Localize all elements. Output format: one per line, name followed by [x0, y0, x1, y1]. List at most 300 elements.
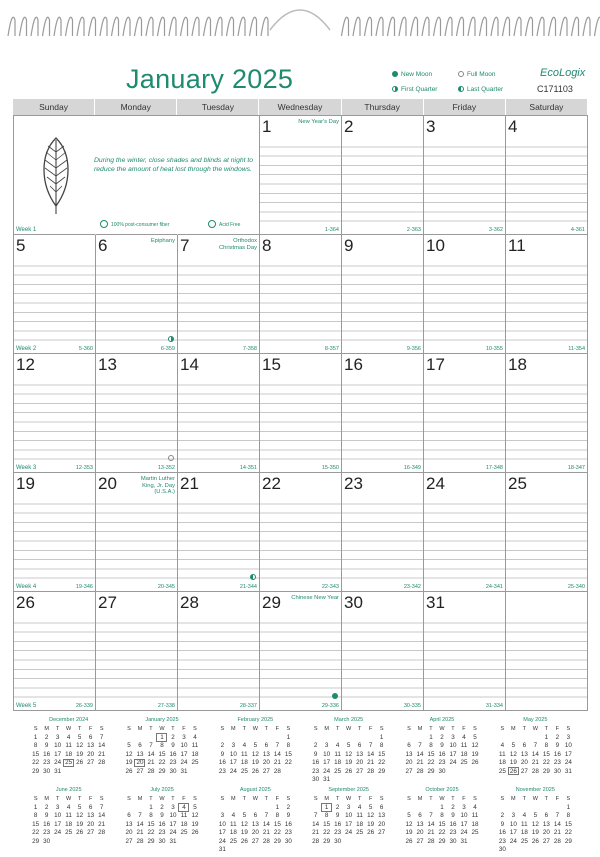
mini-day: 24 — [343, 829, 354, 837]
mini-day: 27 — [414, 837, 425, 845]
legend-full-moon: Full Moon — [458, 71, 496, 78]
mini-day: 5 — [189, 803, 200, 811]
mini-calendar — [115, 717, 208, 787]
mini-weekday-letter: S — [30, 795, 41, 803]
mini-day: 7 — [365, 742, 376, 750]
mini-weekday-letter: M — [41, 725, 52, 733]
day-cell-23[interactable] — [342, 473, 424, 592]
mini-day: 29 — [376, 767, 387, 775]
mini-day: 6 — [134, 742, 145, 750]
mini-day: 9 — [332, 812, 343, 820]
spiral-coil — [112, 17, 119, 36]
mini-day: 1 — [283, 733, 294, 741]
weekday-sunday: Sunday — [13, 99, 95, 115]
mini-day: 24 — [52, 829, 63, 837]
mini-empty — [310, 733, 321, 741]
holiday-label: New Year's Day — [298, 119, 339, 126]
mini-day: 13 — [414, 820, 425, 828]
day-cell-27[interactable] — [96, 592, 178, 711]
mini-weekday-letter: T — [541, 725, 552, 733]
mini-day: 21 — [145, 759, 156, 767]
day-number: 1 — [262, 117, 271, 137]
mini-day: 28 — [425, 837, 436, 845]
day-number: 23 — [344, 474, 363, 494]
day-of-year-count: 24-341 — [486, 584, 503, 590]
day-cell-21[interactable] — [178, 473, 260, 592]
mini-day: 18 — [469, 820, 480, 828]
mini-day: 10 — [458, 812, 469, 820]
day-cell-1[interactable] — [260, 116, 342, 235]
mini-empty — [123, 733, 134, 741]
writing-lines — [96, 614, 177, 700]
mini-day: 28 — [96, 829, 107, 837]
mini-day: 6 — [250, 812, 261, 820]
day-number: 11 — [508, 236, 526, 256]
mini-day: 3 — [458, 803, 469, 811]
mini-calendar-title: May 2025 — [489, 717, 582, 723]
mini-day: 21 — [96, 820, 107, 828]
weekday-saturday: Saturday — [506, 99, 588, 115]
mini-weekday-letter: M — [508, 795, 519, 803]
mini-day: 23 — [41, 829, 52, 837]
page-title: January 2025 — [126, 64, 293, 95]
mini-day: 2 — [167, 733, 178, 741]
mini-day: 25 — [63, 759, 74, 767]
day-cell-22[interactable] — [260, 473, 342, 592]
day-number: 26 — [16, 593, 35, 613]
mini-day: 18 — [332, 759, 343, 767]
spiral-coil — [445, 17, 452, 36]
mini-weekday-letter: W — [436, 795, 447, 803]
mini-weekday-letter: T — [167, 725, 178, 733]
spiral-coil — [261, 17, 268, 36]
mini-day: 2 — [310, 742, 321, 750]
mini-day: 4 — [469, 803, 480, 811]
mini-empty — [228, 845, 239, 853]
mini-day: 26 — [189, 829, 200, 837]
day-cell-3[interactable] — [424, 116, 506, 235]
day-number: 20 — [98, 474, 117, 494]
mini-day: 5 — [74, 733, 85, 741]
mini-day: 16 — [156, 820, 167, 828]
mini-day: 18 — [497, 759, 508, 767]
mini-day: 29 — [541, 767, 552, 775]
mini-day: 13 — [354, 750, 365, 758]
empty-cell — [506, 592, 588, 711]
day-cell-15[interactable] — [260, 354, 342, 473]
mini-empty — [530, 803, 541, 811]
mini-day: 5 — [365, 803, 376, 811]
holiday-label: Martin Luther King, Jr. Day (U.S.A.) — [127, 476, 175, 496]
legend-last-quarter: Last Quarter — [458, 86, 503, 93]
mini-empty — [332, 733, 343, 741]
day-cell-4[interactable] — [506, 116, 588, 235]
mini-day: 5 — [343, 742, 354, 750]
mini-day: 25 — [497, 767, 508, 775]
mini-day: 3 — [508, 812, 519, 820]
day-cell-29[interactable] — [260, 592, 342, 711]
spiral-coil — [89, 17, 96, 36]
mini-day: 21 — [272, 759, 283, 767]
mini-day: 16 — [283, 820, 294, 828]
mini-weekday-letter: S — [30, 725, 41, 733]
day-cell-24[interactable] — [424, 473, 506, 592]
mini-day: 10 — [52, 812, 63, 820]
weekday-header — [13, 99, 588, 115]
mini-day: 14 — [145, 750, 156, 758]
mini-empty — [508, 803, 519, 811]
mini-empty — [343, 733, 354, 741]
mini-day: 13 — [519, 750, 530, 758]
mini-day: 31 — [167, 837, 178, 845]
mini-day: 25 — [332, 767, 343, 775]
mini-day: 25 — [354, 829, 365, 837]
mini-weekday-letter: S — [283, 795, 294, 803]
mini-empty — [272, 845, 283, 853]
mini-day: 3 — [52, 803, 63, 811]
holiday-label: Chinese New Year — [291, 595, 339, 602]
mini-day: 30 — [167, 767, 178, 775]
mini-day: 20 — [414, 829, 425, 837]
mini-day: 8 — [30, 742, 41, 750]
mini-day: 27 — [134, 767, 145, 775]
mini-empty — [261, 733, 272, 741]
mini-day: 21 — [96, 750, 107, 758]
mini-day: 17 — [458, 820, 469, 828]
mini-day: 22 — [30, 759, 41, 767]
mini-day: 8 — [436, 812, 447, 820]
mini-empty — [376, 837, 387, 845]
mini-day: 16 — [167, 750, 178, 758]
day-of-year-count: 28-337 — [240, 703, 257, 709]
mini-weekday-letter: M — [414, 725, 425, 733]
mini-day: 12 — [508, 750, 519, 758]
day-cell-10[interactable] — [424, 235, 506, 354]
mini-calendar-title: November 2025 — [489, 787, 582, 793]
mini-day: 9 — [156, 812, 167, 820]
mini-day: 28 — [552, 837, 563, 845]
mini-day: 9 — [41, 812, 52, 820]
day-of-year-count: 18-347 — [568, 465, 585, 471]
day-cell-20[interactable] — [96, 473, 178, 592]
mini-day: 31 — [217, 845, 228, 853]
spiral-coil — [491, 17, 498, 36]
mini-weekday-letter: S — [310, 725, 321, 733]
mini-day: 11 — [354, 812, 365, 820]
day-cell-25[interactable] — [506, 473, 588, 592]
mini-empty — [447, 767, 458, 775]
day-cell-26[interactable] — [14, 592, 96, 711]
day-number: 2 — [344, 117, 353, 137]
mini-day: 31 — [178, 767, 189, 775]
mini-day: 11 — [178, 812, 189, 820]
mini-day: 18 — [239, 759, 250, 767]
day-cell-12[interactable] — [14, 354, 96, 473]
mini-day: 19 — [189, 820, 200, 828]
mini-day: 12 — [403, 820, 414, 828]
mini-calendar — [209, 787, 302, 857]
mini-weekday-letter: S — [189, 725, 200, 733]
day-of-year-count: 27-338 — [158, 703, 175, 709]
mini-day: 10 — [178, 742, 189, 750]
day-number: 21 — [180, 474, 199, 494]
mini-day: 23 — [217, 767, 228, 775]
mini-weekday-letter: M — [41, 795, 52, 803]
mini-day: 1 — [30, 803, 41, 811]
writing-lines — [96, 257, 177, 343]
mini-day: 15 — [436, 820, 447, 828]
spiral-coil — [77, 17, 84, 36]
mini-day: 2 — [447, 803, 458, 811]
mini-day: 20 — [85, 750, 96, 758]
spiral-coil — [503, 17, 510, 36]
mini-calendar — [209, 717, 302, 787]
day-cell-30[interactable] — [342, 592, 424, 711]
mini-day: 5 — [530, 812, 541, 820]
mini-day: 15 — [283, 750, 294, 758]
mini-empty — [469, 837, 480, 845]
mini-weekday-letter: M — [508, 725, 519, 733]
writing-lines — [178, 614, 259, 700]
mini-day: 3 — [321, 742, 332, 750]
day-cell-18[interactable] — [506, 354, 588, 473]
new-moon-icon — [392, 71, 398, 77]
day-cell-5[interactable] — [14, 235, 96, 354]
day-number: 29 — [262, 593, 281, 613]
day-of-year-count: 29-336 — [322, 703, 339, 709]
writing-lines — [342, 614, 423, 700]
mini-day: 1 — [563, 803, 574, 811]
day-number: 15 — [262, 355, 281, 375]
mini-day: 18 — [519, 829, 530, 837]
spiral-coil — [342, 17, 349, 36]
mini-day: 11 — [189, 742, 200, 750]
full-moon-icon — [168, 455, 174, 461]
spiral-coil — [135, 17, 142, 36]
mini-calendar — [22, 787, 115, 857]
mini-day: 8 — [425, 742, 436, 750]
week-label: Week 5 — [16, 703, 36, 709]
mini-day: 31 — [321, 775, 332, 783]
day-cell-8[interactable] — [260, 235, 342, 354]
day-of-year-count: 12-353 — [76, 465, 93, 471]
holiday-label: Orthodox Christmas Day — [209, 238, 257, 251]
mini-day: 6 — [376, 803, 387, 811]
mini-day: 9 — [283, 812, 294, 820]
mini-day: 27 — [376, 829, 387, 837]
month-grid — [13, 99, 588, 711]
mini-weekday-letter: M — [321, 795, 332, 803]
day-cell-16[interactable] — [342, 354, 424, 473]
mini-weekday-letter: W — [343, 725, 354, 733]
mini-day: 27 — [250, 837, 261, 845]
mini-day: 21 — [425, 829, 436, 837]
mini-day: 4 — [354, 803, 365, 811]
spiral-coil — [560, 17, 567, 36]
writing-lines — [506, 376, 587, 462]
mini-day: 22 — [30, 829, 41, 837]
mini-day: 28 — [261, 837, 272, 845]
mini-weekday-letter: T — [519, 795, 530, 803]
day-of-year-count: 3-362 — [489, 227, 503, 233]
day-of-year-count: 2-363 — [407, 227, 421, 233]
day-cells — [13, 115, 588, 711]
mini-day: 2 — [217, 742, 228, 750]
mini-empty — [519, 845, 530, 853]
mini-day: 29 — [30, 837, 41, 845]
mini-day: 29 — [436, 837, 447, 845]
mini-day: 29 — [30, 767, 41, 775]
mini-empty — [552, 845, 563, 853]
day-of-year-count: 30-335 — [404, 703, 421, 709]
mini-day: 13 — [261, 750, 272, 758]
mini-calendar-title: July 2025 — [115, 787, 208, 793]
mini-day: 30 — [41, 837, 52, 845]
mini-empty — [530, 733, 541, 741]
mini-day: 1 — [30, 733, 41, 741]
day-of-year-count: 14-351 — [240, 465, 257, 471]
mini-weekday-letter: T — [239, 725, 250, 733]
writing-lines — [506, 495, 587, 581]
mini-empty — [63, 837, 74, 845]
writing-lines — [96, 495, 177, 581]
mini-day: 20 — [134, 759, 145, 767]
mini-weekday-letter: T — [519, 725, 530, 733]
mini-weekday-letter: W — [156, 795, 167, 803]
day-cell-14[interactable] — [178, 354, 260, 473]
writing-lines — [424, 614, 505, 700]
spiral-coil — [227, 17, 234, 36]
writing-lines — [260, 495, 341, 581]
day-number: 28 — [180, 593, 199, 613]
mini-day: 3 — [167, 803, 178, 811]
mini-day: 29 — [145, 837, 156, 845]
mini-weekday-letter: T — [167, 795, 178, 803]
mini-weekday-letter: W — [530, 725, 541, 733]
mini-day: 18 — [354, 820, 365, 828]
day-number: 5 — [16, 236, 25, 256]
mini-weekday-letter: S — [96, 795, 107, 803]
mini-empty — [145, 733, 156, 741]
writing-lines — [424, 138, 505, 224]
mini-day: 14 — [261, 820, 272, 828]
mini-day: 19 — [530, 829, 541, 837]
mini-day: 2 — [41, 803, 52, 811]
mini-day: 4 — [63, 803, 74, 811]
day-of-year-count: 13-352 — [158, 465, 175, 471]
mini-empty — [403, 733, 414, 741]
day-cell-28[interactable] — [178, 592, 260, 711]
mini-day: 23 — [447, 829, 458, 837]
mini-day: 17 — [563, 750, 574, 758]
mini-day: 30 — [447, 837, 458, 845]
mini-day: 15 — [272, 820, 283, 828]
spiral-coil — [388, 17, 395, 36]
mini-weekday-letter: M — [134, 725, 145, 733]
day-of-year-count: 11-354 — [568, 346, 585, 352]
mini-weekday-letter: S — [403, 795, 414, 803]
mini-day: 21 — [414, 759, 425, 767]
spiral-coil — [66, 17, 73, 36]
mini-empty — [310, 803, 321, 811]
first-quarter-icon — [392, 86, 398, 92]
day-number: 19 — [16, 474, 35, 494]
mini-day: 5 — [508, 742, 519, 750]
day-cell-9[interactable] — [342, 235, 424, 354]
day-cell-13[interactable] — [96, 354, 178, 473]
mini-weekday-letter: F — [552, 795, 563, 803]
day-cell-6[interactable] — [96, 235, 178, 354]
mini-day: 15 — [425, 750, 436, 758]
mini-day: 7 — [530, 742, 541, 750]
writing-lines — [342, 257, 423, 343]
mini-day: 7 — [96, 733, 107, 741]
day-cell-17[interactable] — [424, 354, 506, 473]
mini-calendar — [22, 717, 115, 787]
mini-day: 13 — [541, 820, 552, 828]
writing-lines — [506, 614, 587, 700]
week-label: Week 1 — [16, 227, 36, 233]
day-cell-19[interactable] — [14, 473, 96, 592]
mini-day: 22 — [283, 759, 294, 767]
mini-empty — [519, 733, 530, 741]
writing-lines — [178, 495, 259, 581]
day-cell-11[interactable] — [506, 235, 588, 354]
new-moon-icon — [332, 693, 338, 699]
mini-empty — [458, 767, 469, 775]
mini-weekday-letter: W — [530, 795, 541, 803]
mini-day: 26 — [469, 759, 480, 767]
mini-day: 11 — [497, 750, 508, 758]
mini-day: 4 — [63, 733, 74, 741]
mini-day: 1 — [145, 803, 156, 811]
mini-day: 10 — [217, 820, 228, 828]
mini-day: 22 — [272, 829, 283, 837]
mini-day: 20 — [85, 820, 96, 828]
day-of-year-count: 16-349 — [404, 465, 421, 471]
mini-day: 5 — [123, 742, 134, 750]
mini-day: 16 — [310, 759, 321, 767]
spiral-coil — [457, 17, 464, 36]
day-cell-31[interactable] — [424, 592, 506, 711]
mini-day: 15 — [156, 750, 167, 758]
mini-empty — [189, 767, 200, 775]
mini-empty — [217, 733, 228, 741]
mini-day: 26 — [530, 837, 541, 845]
mini-weekday-letter: T — [145, 725, 156, 733]
mini-day: 17 — [52, 820, 63, 828]
day-cell-2[interactable] — [342, 116, 424, 235]
mini-weekday-letter: S — [310, 795, 321, 803]
mini-day: 10 — [447, 742, 458, 750]
day-number: 25 — [508, 474, 527, 494]
mini-day: 8 — [30, 812, 41, 820]
mini-day: 24 — [447, 759, 458, 767]
mini-weekday-letter: S — [123, 795, 134, 803]
mini-empty — [414, 733, 425, 741]
day-of-year-count: 25-340 — [568, 584, 585, 590]
day-cell-7[interactable] — [178, 235, 260, 354]
mini-empty — [239, 845, 250, 853]
spiral-coil — [192, 17, 199, 36]
day-number: 31 — [426, 593, 445, 613]
mini-day: 22 — [156, 759, 167, 767]
mini-day: 29 — [563, 837, 574, 845]
mini-weekday-letter: T — [332, 795, 343, 803]
mini-empty — [123, 803, 134, 811]
mini-day: 19 — [365, 820, 376, 828]
spiral-coil — [422, 17, 429, 36]
